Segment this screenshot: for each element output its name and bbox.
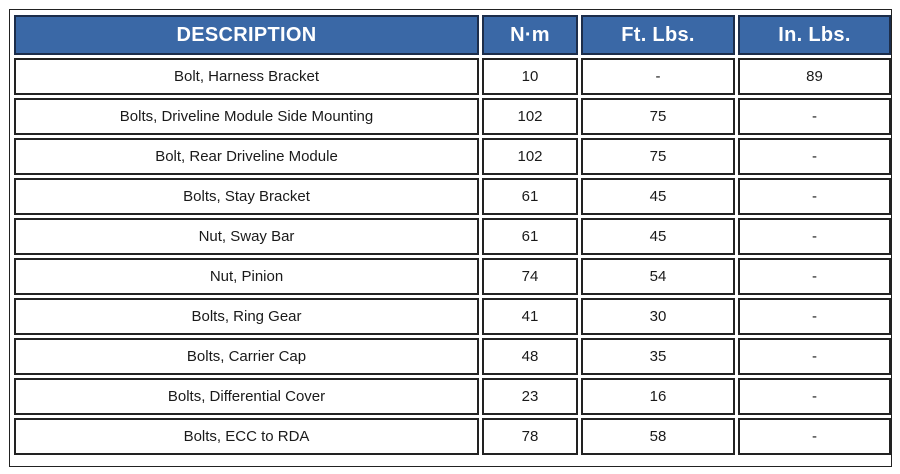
- cell-description: Nut, Sway Bar: [14, 218, 479, 255]
- cell-inch-pounds: -: [738, 258, 891, 295]
- cell-inch-pounds: -: [738, 218, 891, 255]
- cell-newton-meters: 78: [482, 418, 578, 455]
- cell-newton-meters: 61: [482, 178, 578, 215]
- table-row: [14, 418, 891, 455]
- cell-newton-meters: 74: [482, 258, 578, 295]
- header-description: DESCRIPTION: [14, 15, 479, 55]
- cell-description: Bolts, Carrier Cap: [14, 338, 479, 375]
- cell-newton-meters: 41: [482, 298, 578, 335]
- cell-inch-pounds: -: [738, 178, 891, 215]
- table-row: [14, 138, 891, 175]
- cell-description: Bolts, ECC to RDA: [14, 418, 479, 455]
- cell-foot-pounds: 75: [581, 98, 735, 135]
- table-row: [14, 218, 891, 255]
- header-inch-pounds: In. Lbs.: [738, 15, 891, 55]
- cell-newton-meters: 48: [482, 338, 578, 375]
- cell-foot-pounds: 75: [581, 138, 735, 175]
- cell-inch-pounds: -: [738, 98, 891, 135]
- cell-inch-pounds: -: [738, 298, 891, 335]
- cell-foot-pounds: 16: [581, 378, 735, 415]
- cell-newton-meters: 10: [482, 58, 578, 95]
- cell-foot-pounds: -: [581, 58, 735, 95]
- cell-foot-pounds: 45: [581, 178, 735, 215]
- cell-description: Bolts, Driveline Module Side Mounting: [14, 98, 479, 135]
- header-foot-pounds: Ft. Lbs.: [581, 15, 735, 55]
- header-newton-meters: N·m: [482, 15, 578, 55]
- cell-inch-pounds: -: [738, 418, 891, 455]
- table-row: [14, 298, 891, 335]
- cell-inch-pounds: -: [738, 338, 891, 375]
- cell-foot-pounds: 54: [581, 258, 735, 295]
- cell-description: Bolts, Ring Gear: [14, 298, 479, 335]
- cell-description: Bolt, Rear Driveline Module: [14, 138, 479, 175]
- cell-description: Nut, Pinion: [14, 258, 479, 295]
- table-row: [14, 378, 891, 415]
- table-row: [14, 98, 891, 135]
- cell-foot-pounds: 45: [581, 218, 735, 255]
- cell-inch-pounds: -: [738, 138, 891, 175]
- cell-foot-pounds: 35: [581, 338, 735, 375]
- cell-description: Bolts, Stay Bracket: [14, 178, 479, 215]
- table-row: [14, 58, 891, 95]
- cell-newton-meters: 102: [482, 98, 578, 135]
- cell-inch-pounds: 89: [738, 58, 891, 95]
- cell-foot-pounds: 58: [581, 418, 735, 455]
- cell-description: Bolt, Harness Bracket: [14, 58, 479, 95]
- cell-newton-meters: 23: [482, 378, 578, 415]
- cell-inch-pounds: -: [738, 378, 891, 415]
- table-row: [14, 178, 891, 215]
- cell-description: Bolts, Differential Cover: [14, 378, 479, 415]
- header-row: [14, 15, 891, 55]
- table-row: [14, 258, 891, 295]
- cell-foot-pounds: 30: [581, 298, 735, 335]
- cell-newton-meters: 102: [482, 138, 578, 175]
- torque-spec-table: [11, 12, 894, 458]
- cell-newton-meters: 61: [482, 218, 578, 255]
- table-row: [14, 338, 891, 375]
